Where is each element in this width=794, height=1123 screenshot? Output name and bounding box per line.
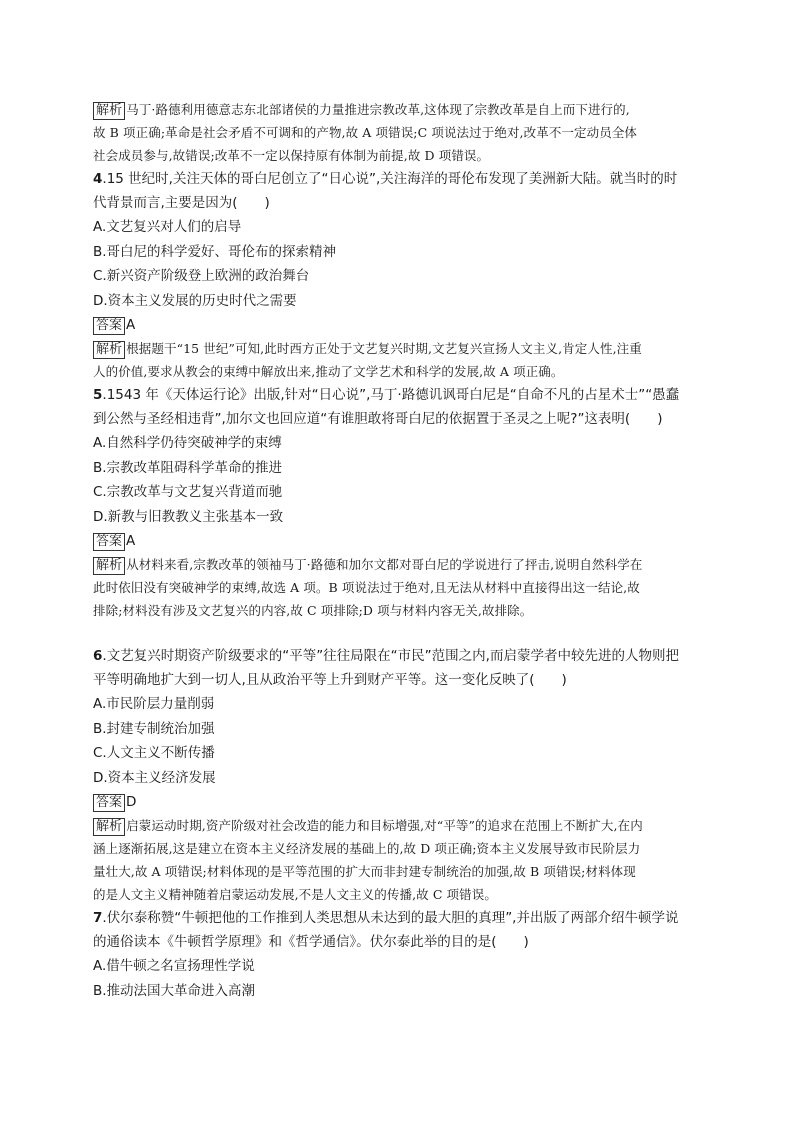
explanation-line (93, 837, 705, 860)
question-stem-line (93, 930, 705, 954)
answer-tag: 答案 (93, 794, 125, 812)
answer-option: D.新教与旧教教义主张基本一致 (93, 508, 284, 525)
explanation-text: 涵上逐渐拓展,这是建立在资本主义经济发展的基础上的,故 D 项正确;资本主义发展导致市民阶层力 (93, 841, 641, 856)
explanation-line (93, 814, 705, 837)
explanation-line (93, 860, 705, 883)
answer-tag: 答案 (93, 317, 125, 335)
question-stem-text: 代背景而言,主要是因为( ) (93, 195, 270, 211)
explanation-line (93, 599, 705, 622)
explanation-line (93, 121, 705, 144)
analysis-tag: 解析 (93, 557, 125, 575)
analysis-tag: 解析 (93, 818, 125, 836)
explanation-text: 量壮大,故 A 项错误;材料体现的是平等范围的扩大而非封建专制统治的加强,故 B 项错误;材料体现 (93, 864, 636, 879)
explanation-line (93, 576, 705, 599)
explanation-line (93, 360, 705, 383)
answer-option: A.自然科学仍待突破神学的束缚 (93, 435, 282, 451)
question-stem-line (93, 668, 705, 692)
explanation-text: 马丁·路德利用德意志东北部诸侯的力量推进宗教改革,这体现了宗教改革是自上而下进行的, (126, 102, 630, 117)
explanation-text: 排除;材料没有涉及文艺复兴的内容,故 C 项排除;D 项与材料内容无关,故排除。 (93, 603, 533, 618)
explanation-text: 根据题干“15 世纪”可知,此时西方正处于文艺复兴时期,文艺复兴宣扬人文主义,肯定人性,注重 (126, 341, 642, 356)
answer-value: D (126, 794, 137, 810)
answer-option: B.哥白尼的科学爱好、哥伦布的探索精神 (93, 243, 337, 260)
explanation-text: 此时依旧没有突破神学的束缚,故选 A 项。B 项说法过于绝对,且无法从材料中直接得出这一结论,故 (93, 580, 640, 595)
question-stem-line (93, 407, 705, 431)
answer-option: C.新兴资产阶级登上欧洲的政治舞台 (93, 268, 310, 284)
answer-option: C.宗教改革与文艺复兴背道而驰 (93, 484, 283, 500)
question-stem-line (93, 167, 705, 191)
question-block (93, 622, 705, 906)
question-block (93, 98, 705, 167)
question-stem-text: .伏尔泰称赞“牛顿把他的工作推到人类思想从未达到的最大胆的真理”,并出版了两部介绍牛顿学说 (102, 910, 679, 926)
answer-option: B.宗教改革阻碍科学革命的推进 (93, 459, 283, 476)
answer-value: A (126, 317, 136, 333)
question-number: 5 (93, 387, 103, 403)
explanation-text: 故 B 项正确;革命是社会矛盾不可调和的产物,故 A 项错误;C 项说法过于绝对,改革不一定动员全体 (93, 125, 638, 140)
answer-option: A.文艺复兴对人们的启导 (93, 219, 242, 235)
explanation-line (93, 144, 705, 167)
question-block (93, 383, 705, 622)
answer-option: A.市民阶层力量削弱 (93, 696, 215, 712)
question-stem-line (93, 191, 705, 215)
answer-value: A (126, 533, 136, 549)
answer-tag: 答案 (93, 533, 125, 551)
answer-option: D.资本主义经济发展 (93, 769, 216, 786)
question-stem-text: 的通俗读本《牛顿哲学原理》和《哲学通信》。伏尔泰此举的目的是( ) (93, 934, 529, 950)
analysis-tag: 解析 (93, 341, 125, 359)
answer-line (93, 790, 705, 814)
question-stem-text: .1543 年《天体运行论》出版,针对“日心说”,马丁·路德讥讽哥白尼是“自命不凡的占星术士”“愚蠢 (102, 387, 680, 403)
answer-option: D.资本主义发展的历史时代之需要 (93, 292, 297, 309)
explanation-line (93, 553, 705, 576)
question-block (93, 167, 705, 383)
question-block (93, 906, 705, 1003)
explanation-text: 从材料来看,宗教改革的领袖马丁·路德和加尔文都对哥白尼的学说进行了抨击,说明自然科学在 (126, 557, 643, 572)
question-stem-line (93, 644, 705, 668)
analysis-tag: 解析 (93, 102, 125, 120)
answer-option: B.封建专制统治加强 (93, 720, 215, 737)
explanation-text: 的是人文主义精神随着启蒙运动发展,不是人文主义的传播,故 C 项错误。 (93, 887, 497, 902)
explanation-line (93, 883, 705, 906)
question-number: 7 (93, 910, 103, 926)
answer-line (93, 529, 705, 553)
question-number: 6 (93, 648, 103, 664)
question-stem-text: .15 世纪时,关注天体的哥白尼创立了“日心说”,关注海洋的哥伦布发现了美洲新大陆。就当时的时 (102, 171, 678, 187)
explanation-line (93, 337, 705, 360)
question-stem-text: 到公然与圣经相违背”,加尔文也回应道“有谁胆敢将哥白尼的依据置于圣灵之上呢?”这表明( ) (93, 411, 663, 427)
explanation-text: 社会成员参与,故错误;改革不一定以保持原有体制为前提,故 D 项错误。 (93, 148, 490, 163)
answer-option: A.借牛顿之名宣扬理性学说 (93, 958, 255, 974)
question-number: 4 (93, 171, 103, 187)
question-stem-text: 平等明确地扩大到一切人,且从政治平等上升到财产平等。这一变化反映了( ) (93, 672, 567, 688)
explanation-text: 启蒙运动时期,资产阶级对社会改造的能力和目标增强,对“平等”的追求在范围上不断扩大,在内 (126, 818, 643, 833)
page-content (93, 98, 705, 1003)
answer-option: B.推动法国大革命进入高潮 (93, 982, 256, 999)
explanation-text: 人的价值,要求从教会的束缚中解放出来,推动了文学艺术和科学的发展,故 A 项正确。 (93, 364, 564, 379)
explanation-line (93, 98, 705, 121)
question-stem-line (93, 906, 705, 930)
answer-line (93, 313, 705, 337)
spacer (93, 622, 705, 644)
question-stem-line (93, 383, 705, 407)
question-stem-text: .文艺复兴时期资产阶级要求的“平等”往往局限在“市民”范围之内,而启蒙学者中较先进的人物则把 (102, 648, 679, 664)
answer-option: C.人文主义不断传播 (93, 745, 215, 761)
